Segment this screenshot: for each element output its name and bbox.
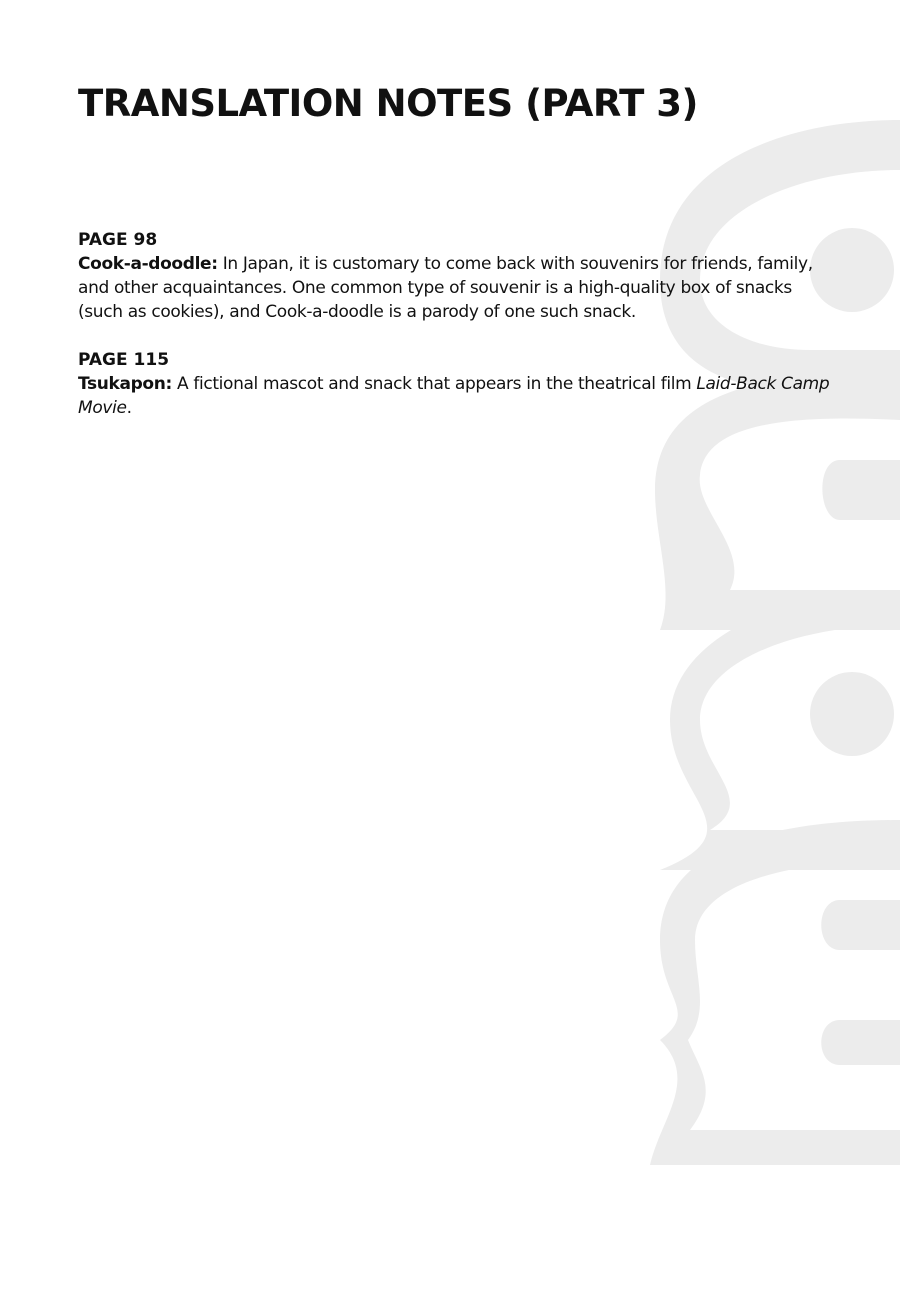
film-title: Laid-Back Camp Movie [78, 374, 830, 418]
note-text: A fictional mascot and snack that appears in the theatrical film [171, 374, 697, 394]
note-text: In Japan, it is customary to come back with souvenirs for friends, family, and other acquaintances. One common type of souvenir is a high-quality box of snacks (such as cookies), and Cook-a-doodle is a parody of one such snack. [78, 254, 813, 322]
note-body [78, 252, 838, 324]
note-text-end: . [126, 398, 132, 418]
page-title: TRANSLATION NOTES (PART 3) [78, 82, 698, 125]
note-term: Cook-a-doodle: [78, 254, 218, 274]
note-term: Tsukapon: [78, 374, 172, 394]
note-page-label: PAGE 115 [78, 350, 170, 370]
translation-notes-list [78, 228, 838, 444]
note-body [78, 372, 838, 420]
note-item [78, 228, 838, 324]
note-item [78, 348, 838, 420]
note-page-label: PAGE 98 [78, 230, 158, 250]
